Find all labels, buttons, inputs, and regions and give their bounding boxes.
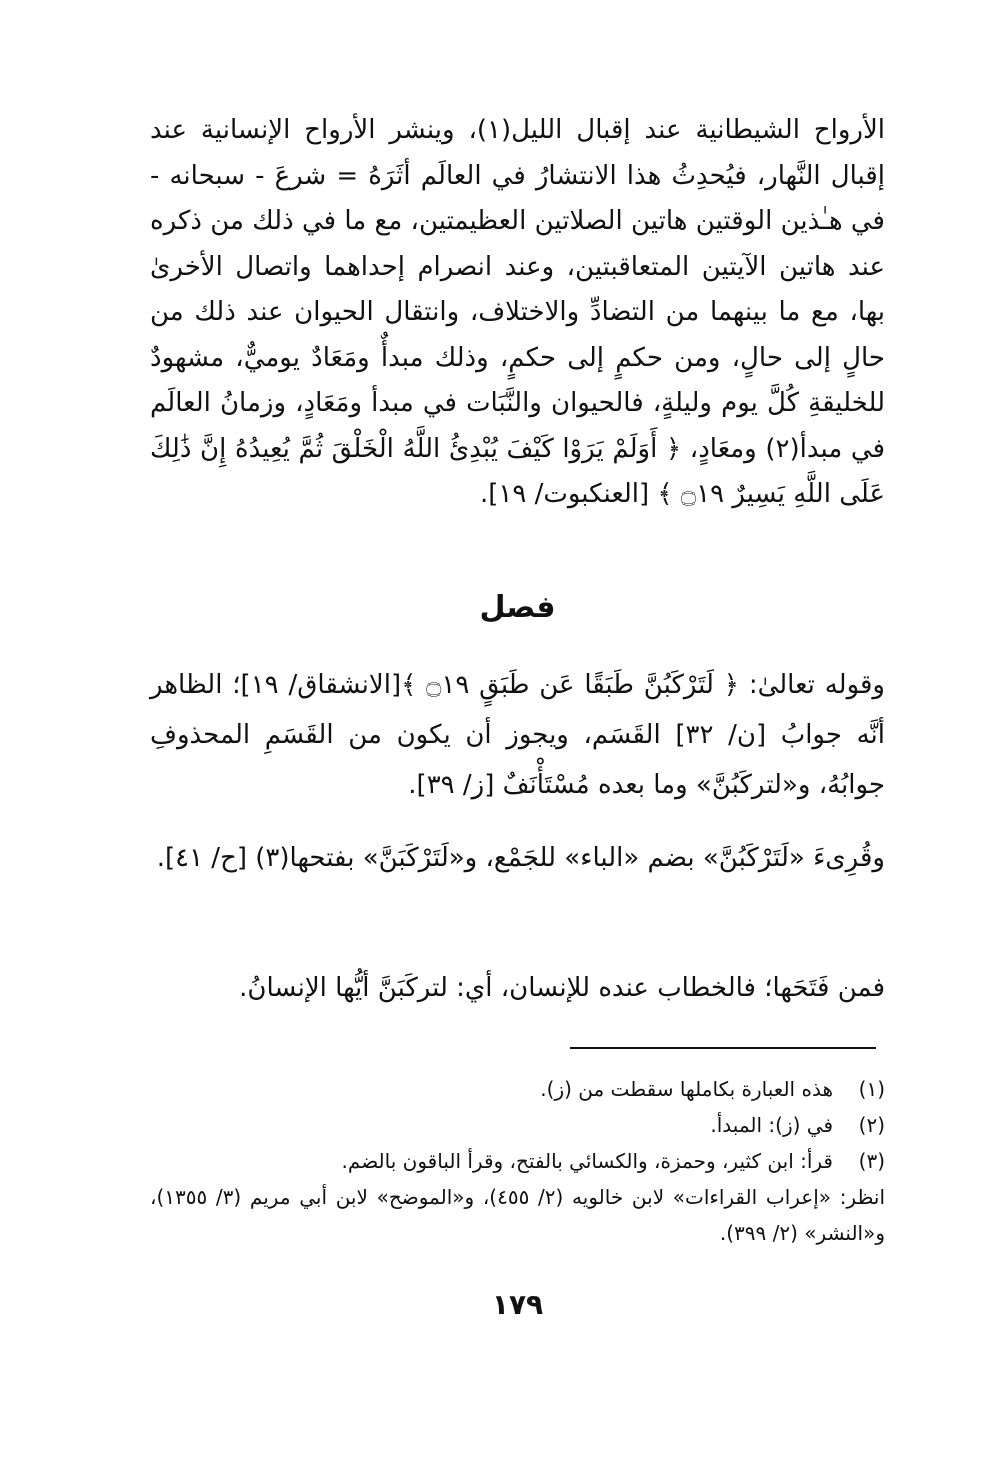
footnote-separator (570, 1047, 876, 1049)
paragraph-verse-explanation: وقوله تعالىٰ: ﴿ لَتَرْكَبُنَّ طَبَقًا عَن طَبَقٍ ۝١٩ ﴾[الانشقاق/ ١٩]؛ الظاهر أنَّه جوابُ [ن/ ٣٢] القَسَم، ويجوز أن يكون من القَسَمِ المحذوفِ جوابُهُ، و«لتركَبُنَّ» وما بعده مُسْتَأْنَفٌ [ز/ ٣٩]. (150, 670, 885, 800)
footnote-number: (١) (858, 1077, 885, 1101)
paragraph-readings: وقُرِىءَ «لَتَرْكَبُنَّ» بضم «الباء» للجَمْع، و«لَتَرْكَبَنَّ» بفتحها(٣) [ح/ ٤١]. (156, 843, 885, 873)
section-heading: فصل (479, 590, 556, 625)
page-number: ١٧٩ (491, 1288, 544, 1321)
footnote-text: في (ز): المبدأ. (710, 1113, 833, 1137)
footnotes (150, 1071, 885, 1251)
footnote-1 (150, 1071, 885, 1107)
footnote-number: (٣) (858, 1149, 885, 1173)
main-paragraph: الأرواح الشيطانية عند إقبال الليل(١)، وينشر الأرواح الإنسانية عند إقبال النَّهار، فيُحدِثُ هذا الانتشارُ في العالَم أثَرَهُ = شرعَ - سبحانه - في هـٰذين الوقتين هاتين الصلاتين العظيمتين، مع ما في ذلك من ذكره عند هاتين الآيتين المتعاقبتين، وعند انصرام إحداهما واتصال الأخرىٰ بها، مع ما بينهما من التضادِّ والاختلاف، وانتقال الحيوان عند ذلك من حالٍ إلى حالٍ، ومن حكمٍ إلى حكمٍ، وذلك مبدأٌ ومَعَادٌ يوميٌّ، مشهودٌ للخليقةِ كُلَّ يوم وليلةٍ، فالحيوان والنَّبَات في مبدأ ومَعَادٍ، وزمانُ العالَم في مبدأ(٢) ومعَادٍ، ﴿ أَوَلَمْ يَرَوْا كَيْفَ يُبْدِئُ اللَّهُ الْخَلْقَ ثُمَّ يُعِيدُهُ إِنَّ ذَٰلِكَ عَلَى اللَّهِ يَسِيرٌ ۝١٩ ﴾ [العنكبوت/ ١٩]. (150, 115, 885, 509)
footnote-text: هذه العبارة بكاملها سقطت من (ز). (540, 1077, 833, 1101)
footnote-3-continuation: انظر: «إعراب القراءات» لابن خالويه (٢/ ٤٥٥)، و«الموضح» لابن أبي مريم (٣/ ١٣٥٥)، و«النشر» (٢/ ٣٩٩). (150, 1185, 885, 1245)
footnote-3 (150, 1143, 885, 1179)
footnote-number: (٢) (858, 1113, 885, 1137)
footnote-2 (150, 1107, 885, 1143)
paragraph-conclusion: فمن فَتَحَها؛ فالخطاب عنده للإنسان، أي: لتركَبَنَّ أيُّها الإنسانُ. (239, 973, 885, 1003)
footnote-text: قرأ: ابن كثير، وحمزة، والكسائي بالفتح، وقرأ الباقون بالضم. (341, 1149, 833, 1173)
